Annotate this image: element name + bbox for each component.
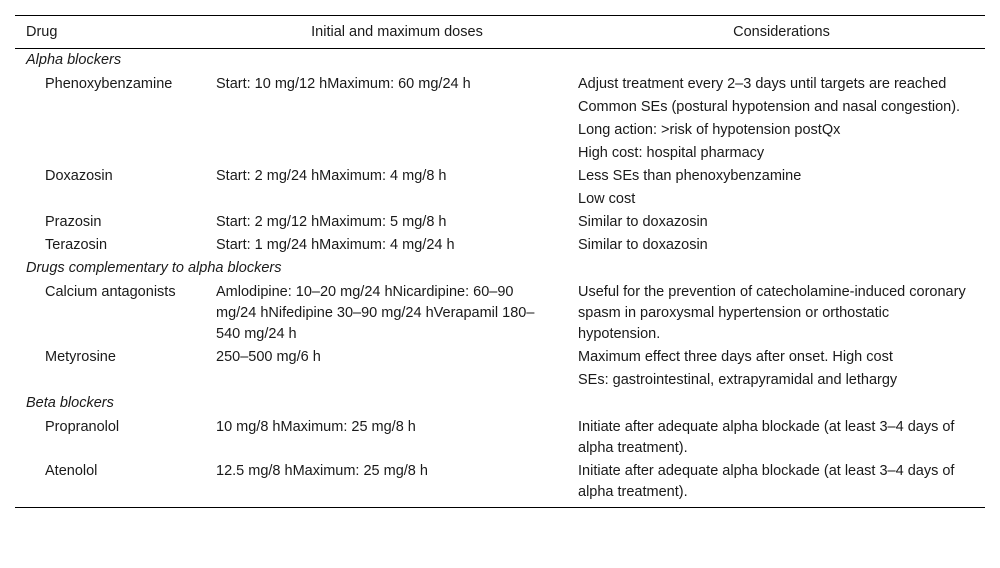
drug-name: Calcium antagonists [45, 284, 176, 300]
consideration: Long action: >risk of hypotension postQx [578, 122, 841, 138]
header-row [15, 16, 985, 49]
table-row [15, 460, 985, 508]
drug-considerations [578, 281, 985, 346]
section-title-alpha: Alpha blockers [26, 52, 122, 68]
consideration: High cost: hospital pharmacy [578, 145, 765, 161]
section-row-alpha [15, 49, 985, 74]
consideration: SEs: gastrointestinal, extrapyramidal and lethargy [578, 372, 898, 388]
header-drug: Drug [15, 16, 216, 49]
consideration: Low cost [578, 191, 636, 207]
drug-table-container [15, 15, 985, 508]
header-doses: Initial and maximum doses [216, 16, 578, 49]
drug-name: Doxazosin [45, 168, 113, 184]
drug-doses: 250–500 mg/6 h [216, 349, 321, 365]
drug-name: Atenolol [15, 460, 216, 508]
consideration: Similar to doxazosin [578, 214, 708, 230]
drug-dosing-table [15, 15, 985, 508]
consideration: Similar to doxazosin [578, 237, 708, 253]
table-row [15, 281, 985, 346]
section-title-complementary: Drugs complementary to alpha blockers [26, 260, 282, 276]
drug-considerations [578, 211, 985, 234]
table-row [15, 73, 985, 165]
section-title-beta: Beta blockers [26, 395, 114, 411]
consideration: Initiate after adequate alpha blockade (at least 3–4 days of alpha treatment). [578, 463, 955, 500]
drug-doses: Start: 2 mg/12 hMaximum: 5 mg/8 h [216, 214, 447, 230]
consideration: Common SEs (postural hypotension and nasal congestion). [578, 99, 961, 115]
drug-name: Prazosin [45, 214, 102, 230]
drug-doses: Start: 2 mg/24 hMaximum: 4 mg/8 h [216, 168, 447, 184]
drug-considerations [578, 165, 985, 211]
drug-considerations [578, 346, 985, 392]
consideration: Useful for the prevention of catecholamine-induced coronary spasm in paroxysmal hypertension or orthostatic hypotension. [578, 284, 966, 342]
consideration: Adjust treatment every 2–3 days until targets are reached [578, 76, 947, 92]
table-row [15, 211, 985, 234]
header-considerations: Considerations [578, 16, 985, 49]
table-row [15, 346, 985, 392]
drug-considerations [578, 416, 985, 460]
drug-name: Metyrosine [45, 349, 116, 365]
consideration: Maximum effect three days after onset. High cost [578, 349, 893, 365]
drug-doses: Start: 10 mg/12 hMaximum: 60 mg/24 h [216, 76, 471, 92]
drug-considerations [578, 460, 985, 508]
drug-name: Phenoxybenzamine [45, 76, 173, 92]
drug-name: Terazosin [45, 237, 108, 253]
drug-considerations [578, 234, 985, 257]
drug-doses: Amlodipine: 10–20 mg/24 hNicardipine: 60–90 mg/24 hNifedipine 30–90 mg/24 hVerapamil 180–540 mg/24 h [216, 284, 535, 342]
section-row-complementary [15, 257, 985, 281]
drug-name: Propranolol [45, 419, 120, 435]
drug-doses: 10 mg/8 hMaximum: 25 mg/8 h [216, 419, 416, 435]
drug-doses: Start: 1 mg/24 hMaximum: 4 mg/24 h [216, 237, 455, 253]
consideration: Initiate after adequate alpha blockade (at least 3–4 days of alpha treatment). [578, 419, 955, 456]
table-row [15, 416, 985, 460]
section-row-beta [15, 392, 985, 416]
table-row [15, 234, 985, 257]
consideration: Less SEs than phenoxybenzamine [578, 168, 802, 184]
table-row [15, 165, 985, 211]
drug-doses: 12.5 mg/8 hMaximum: 25 mg/8 h [216, 460, 578, 508]
drug-considerations [578, 73, 985, 165]
